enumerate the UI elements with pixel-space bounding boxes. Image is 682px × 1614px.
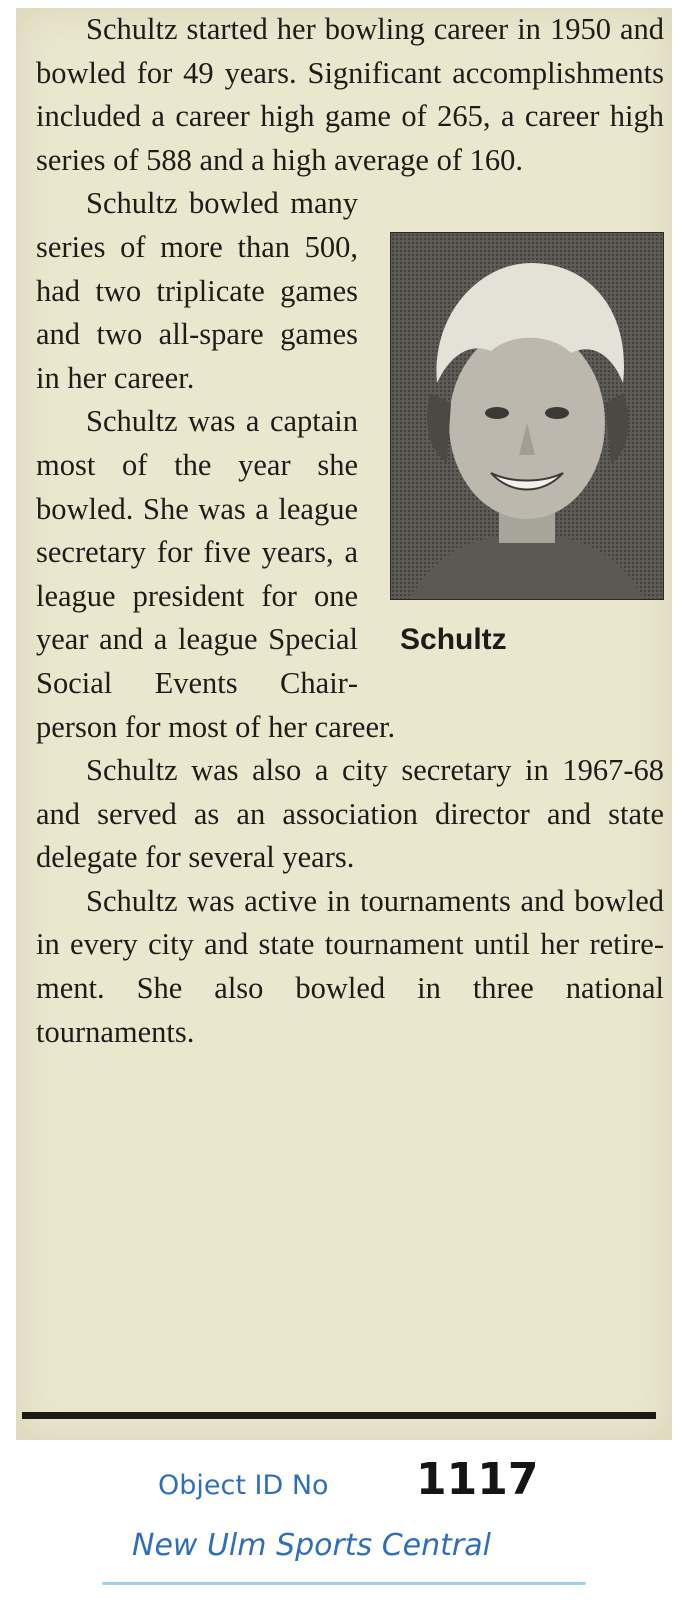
photo-caption: Schultz: [400, 623, 507, 657]
article-paragraph-4: Schultz was also a city secretary in 1967-68 and served as an association director and state delegate for several years.: [36, 753, 664, 875]
newspaper-clipping: [16, 8, 672, 1440]
portrait-illustration: [391, 233, 663, 599]
object-id-number: 1117: [416, 1454, 539, 1505]
article-end-rule: [22, 1412, 656, 1419]
photo-block: [380, 232, 664, 658]
article-paragraph-3: Schultz was a captain most of the year she bowled. She was a league secretary for five years, a league president for one year and a league Special Social Events Chairperson for most of her career.: [36, 404, 396, 744]
collection-name: New Ulm Sports Central: [132, 1528, 491, 1563]
label-underline: [102, 1582, 586, 1585]
article-paragraph-5: Schultz was active in tournaments and bowled in every city and state tournament until her retirement. She also bowled in three national tournaments.: [36, 883, 664, 1049]
object-id-label: [74, 1450, 584, 1600]
portrait-photo: [390, 232, 664, 600]
object-id-text: Object ID No: [158, 1470, 329, 1501]
article-paragraph-2: Schultz bowled many series of more than 500, had two triplicate games and two all-spare games in her career.: [36, 186, 358, 395]
article-paragraph-1: Schultz started her bowling career in 1950 and bowled for 49 years. Significant accomplishments included a career high game of 265, a career high series of 588 and a high average of 160.: [36, 12, 664, 177]
article-body: [36, 8, 664, 1054]
